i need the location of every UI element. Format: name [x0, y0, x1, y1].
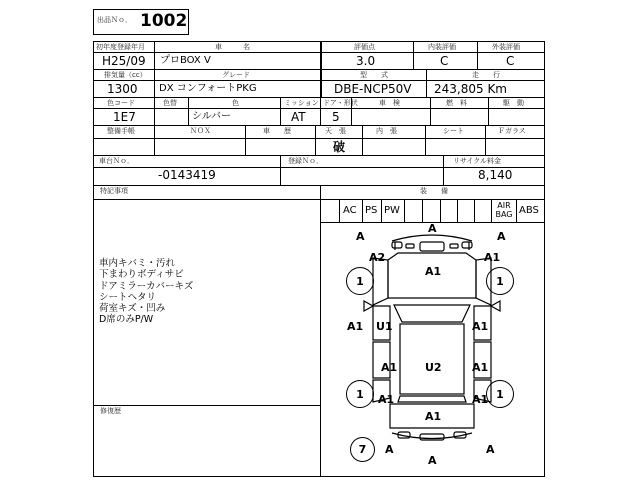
notes-list	[99, 258, 193, 326]
lot-number: 1002	[140, 11, 188, 31]
fuel-label: 燃 料	[446, 99, 467, 107]
mark-front-right-fender: A1	[484, 251, 501, 264]
rule	[381, 200, 382, 222]
name-value: プロBOX V	[160, 55, 211, 66]
rule	[280, 97, 281, 125]
ceiling-value: 破	[333, 140, 346, 154]
rule	[362, 200, 363, 222]
equip-abs: ABS	[519, 205, 539, 216]
color-code-label: 色コード	[107, 99, 135, 107]
mission-value: AT	[291, 110, 306, 124]
mark-front-left-corner: A	[356, 230, 365, 243]
rule	[426, 69, 427, 97]
color-label: 色	[232, 99, 239, 107]
mark-left-rear-door: A1	[381, 361, 398, 374]
mark-right-front-door: A1	[472, 320, 489, 333]
rule	[154, 41, 155, 97]
nox-label: ＮＯＸ	[190, 127, 211, 135]
rule	[93, 125, 545, 126]
displacement-label: 排気量（cc）	[104, 71, 147, 79]
inspection-label: 車 検	[379, 99, 400, 107]
mark-right-rear-door: A1	[472, 361, 489, 374]
rule	[474, 200, 475, 222]
mark-front-left-fender: A2	[369, 251, 386, 264]
mileage-value: 243,805 Km	[434, 82, 507, 96]
rule	[93, 405, 320, 406]
drive-label: 駆 動	[503, 99, 524, 107]
rule	[477, 41, 478, 69]
rule	[154, 97, 155, 125]
rule	[320, 41, 322, 97]
grade-value: DX コンフォートPKG	[159, 83, 257, 94]
color-value: シルバー	[192, 111, 232, 122]
score-value: 3.0	[356, 54, 376, 68]
rule	[93, 155, 545, 156]
rule	[315, 125, 316, 155]
rule	[488, 97, 489, 125]
manual-label: 整備手帳	[107, 127, 135, 135]
equip-pw: PW	[384, 205, 400, 216]
fglass-label: Ｆガラス	[498, 127, 526, 135]
note-line: D席のみP/W	[99, 314, 154, 326]
registration-label: 登録Ｎｏ．	[288, 157, 323, 165]
name-label: 車 名	[215, 43, 250, 51]
rule	[280, 155, 281, 185]
rule	[485, 125, 486, 155]
interior-trim-label: 内 張	[376, 127, 397, 135]
lot-label: 出品Ｎｏ．	[97, 16, 132, 24]
mission-label: ミッション	[284, 99, 319, 107]
mark-roof: U2	[425, 361, 442, 374]
rule	[93, 199, 545, 200]
equip-airbag: AIR BAG	[495, 201, 513, 219]
equipment-label: 装 備	[420, 187, 448, 195]
interior-grade-label: 内装評価	[428, 43, 456, 51]
notes-label: 特記事項	[100, 187, 128, 195]
grade-label: グレード	[222, 71, 250, 79]
rule	[339, 200, 340, 222]
ceiling-label: 天 張	[325, 127, 346, 135]
rule	[93, 69, 545, 70]
recycle-label: リサイクル料金	[453, 157, 502, 165]
color-code-value: 1E7	[113, 110, 136, 124]
tire-rear-right: 1	[486, 380, 514, 408]
note-line: 荷室キズ・凹み	[99, 303, 166, 315]
repair-history-label: 修復歴	[100, 407, 121, 415]
note-line: 車内キバミ・汚れ	[99, 258, 176, 269]
rule	[320, 97, 321, 125]
year-label: 初年度登録年月	[96, 43, 145, 51]
rule	[93, 185, 545, 186]
rule	[404, 200, 405, 222]
rule	[154, 125, 155, 155]
tire-front-left: 1	[346, 267, 374, 295]
score-label: 評価点	[354, 43, 375, 51]
equip-ac: AC	[343, 205, 357, 216]
seat-label: シート	[443, 127, 464, 135]
note-line: シートヘタリ	[99, 291, 157, 303]
exterior-grade-label: 外装評価	[492, 43, 520, 51]
mark-right-quarter: A1	[472, 393, 489, 406]
rule	[425, 125, 426, 155]
mark-rear-right-corner: A	[486, 443, 495, 456]
displacement-value: 1300	[107, 82, 138, 96]
rule	[362, 125, 363, 155]
mark-left-pillar: U1	[376, 320, 393, 333]
rule	[413, 41, 414, 69]
chassis-label: 車台Ｎｏ．	[99, 157, 134, 165]
history-label: 車 歴	[263, 127, 291, 135]
interior-grade-value: C	[440, 54, 449, 68]
mark-rear-bumper: A	[428, 454, 437, 467]
model-label: 型 式	[360, 71, 388, 79]
rule	[430, 97, 431, 125]
rule	[188, 97, 189, 125]
doors-label: ドア・形状	[323, 99, 358, 107]
rule	[457, 200, 458, 222]
rule	[93, 138, 545, 139]
mark-rear-left-corner: A	[385, 443, 394, 456]
spare-tire: 7	[350, 437, 375, 462]
note-line: 下まわりボディサビ	[99, 269, 184, 281]
rule	[93, 108, 545, 109]
mark-tailgate: A1	[425, 410, 442, 423]
mark-front-right-corner: A	[497, 230, 506, 243]
doors-value: 5	[332, 110, 340, 124]
equip-ps: PS	[365, 205, 378, 216]
mark-front-bumper: A	[428, 222, 437, 235]
chassis-value: -0143419	[158, 168, 216, 182]
mark-left-front-door: A1	[347, 320, 364, 333]
tire-front-right: 1	[486, 267, 514, 295]
rule	[93, 97, 545, 98]
rule	[93, 80, 545, 81]
color-change-label: 色替	[163, 99, 177, 107]
recycle-value: 8,140	[478, 168, 513, 182]
tire-rear-left: 1	[346, 380, 374, 408]
model-value: DBE-NCP50V	[334, 82, 412, 96]
rule	[245, 125, 246, 155]
mileage-label: 走 行	[472, 71, 500, 79]
rule	[516, 200, 517, 222]
rule	[422, 200, 423, 222]
mark-hood: A1	[425, 265, 442, 278]
mark-left-quarter: A1	[378, 393, 395, 406]
rule	[440, 200, 441, 222]
rule	[443, 155, 444, 185]
year-value: H25/09	[102, 54, 146, 68]
exterior-grade-value: C	[506, 54, 515, 68]
note-line: ドアミラーカバーキズ	[99, 280, 194, 292]
